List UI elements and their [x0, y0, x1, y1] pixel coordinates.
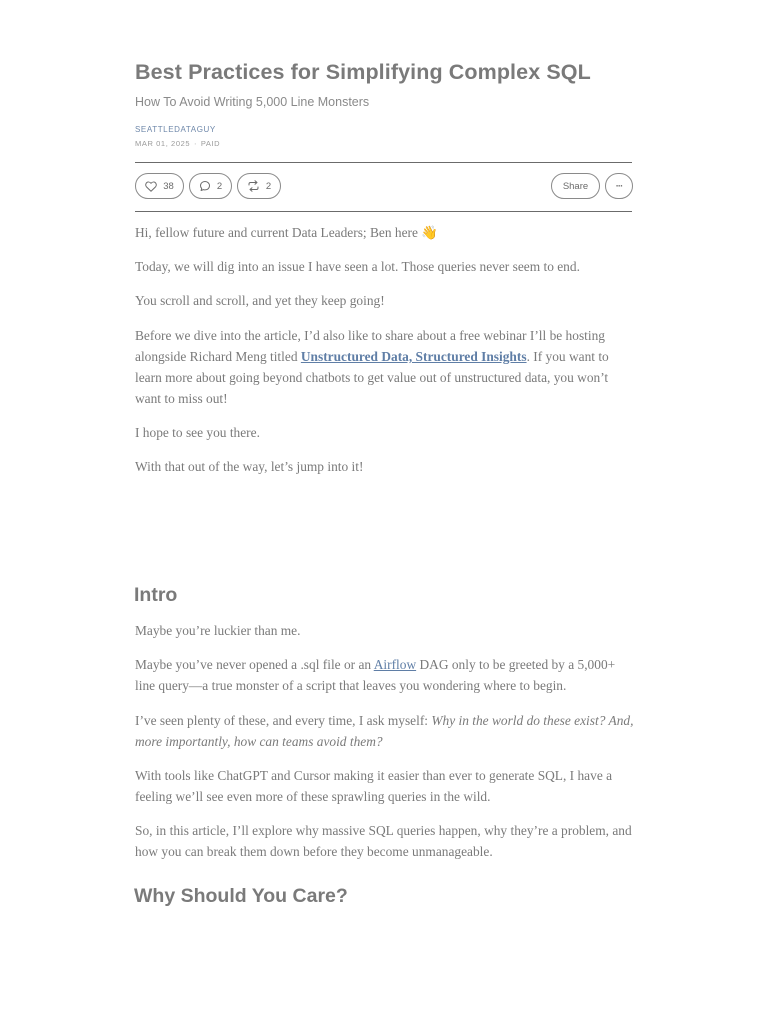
paragraph-text: Before we dive into the article, I’d also like to share about a free webinar I’ll be hosting alongside Richard Meng titled — [135, 328, 605, 364]
like-button[interactable] — [135, 173, 184, 199]
paragraph-text: . If you want to learn more about going beyond chatbots to get value out of unstructured data, you won’t want to miss out! — [135, 349, 609, 406]
paragraph: Today, we will dig into an issue I have seen a lot. Those queries never seem to end. — [135, 259, 580, 274]
post-subtitle: How To Avoid Writing 5,000 Line Monsters — [135, 95, 370, 109]
access-label: PAID — [200, 139, 221, 148]
more-icon: ··· — [615, 180, 623, 192]
paragraph-webinar — [135, 325, 635, 409]
post-title: Best Practices for Simplifying Complex SQL — [135, 60, 591, 84]
share-button[interactable]: Share — [551, 173, 600, 199]
webinar-link[interactable]: Unstructured Data, Structured Insights — [300, 349, 527, 364]
restack-icon — [247, 180, 260, 192]
restack-count: 2 — [265, 180, 272, 192]
comment-count: 2 — [216, 180, 223, 192]
paragraph: With tools like ChatGPT and Cursor making it easier than ever to generate SQL, I have a feeling we’ll see even more of these sprawling queries in the wild. — [135, 768, 613, 804]
greeting-text: Hi, fellow future and current Data Leaders; Ben here — [135, 225, 418, 240]
divider-bottom — [135, 211, 632, 212]
paragraph: So, in this article, I’ll explore why massive SQL queries happen, why they’re a problem, and how you can break them down before they become unmanageable. — [135, 823, 632, 859]
emphasis-text: Why in the world do these exist? And, more importantly, how can teams avoid them? — [135, 713, 634, 749]
heart-icon — [145, 181, 157, 192]
paragraph-text: I’ve seen plenty of these, and every time, I ask myself: — [135, 713, 432, 728]
wave-emoji: 👋 — [421, 225, 438, 240]
paragraph-text: DAG only to be greeted by a 5,000+ line query—a true monster of a script that leaves you wondering where to begin. — [135, 657, 616, 693]
paragraph: With that out of the way, let’s jump into it! — [135, 459, 364, 474]
paragraph-question — [135, 710, 635, 752]
paragraph-airflow — [135, 654, 635, 696]
paragraph: You scroll and scroll, and yet they keep going! — [135, 293, 385, 308]
paragraph-text: Maybe you’ve never opened a .sql file or an — [135, 657, 374, 672]
post-meta — [135, 139, 220, 148]
airflow-link[interactable]: Airflow — [373, 657, 417, 672]
more-options-button[interactable] — [605, 173, 633, 199]
comment-button[interactable] — [189, 173, 232, 199]
paragraph: I hope to see you there. — [135, 425, 260, 440]
author-link[interactable]: SEATTLEDATAGUY — [135, 125, 216, 134]
meta-separator: ∙ — [194, 139, 197, 148]
like-count: 38 — [163, 180, 174, 192]
heading-intro: Intro — [134, 584, 178, 606]
comment-icon — [199, 180, 211, 192]
paragraph-greeting — [135, 222, 635, 243]
post-date: MAR 01, 2025 — [135, 139, 191, 148]
paragraph: Maybe you’re luckier than me. — [135, 623, 301, 638]
heading-why-care: Why Should You Care? — [134, 885, 348, 907]
restack-button[interactable] — [237, 173, 281, 199]
divider-top — [135, 162, 632, 163]
